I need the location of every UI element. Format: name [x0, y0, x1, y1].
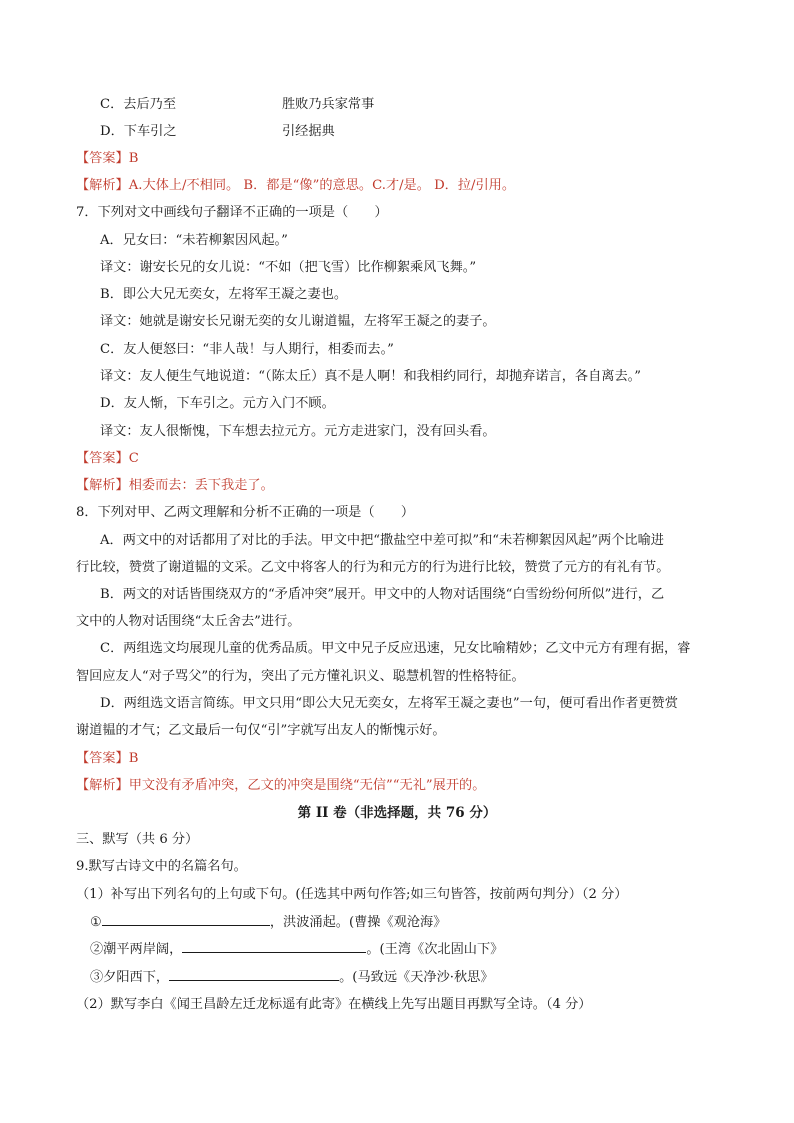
q9-line1-prefix: ①: [90, 915, 102, 930]
q8-option-b-line1: B．两文的对话皆围绕双方的“矛盾冲突”展开。甲文中的人物对话围绕“白雪纷纷何所似”进行，乙: [100, 587, 665, 602]
q7-analysis: [76, 477, 274, 495]
q7-option-b-translation: 译文：她就是谢安长兄谢无奕的女儿谢道韫，左将军王凝之的妻子。: [100, 314, 496, 329]
q7-option-b: B．即公大兄无奕女，左将军王凝之妻也。: [100, 287, 348, 302]
q8-option-a-line1: A．两文中的对话都用了对比的手法。甲文中把“撒盐空中差可拟”和“未若柳絮因风起”两个比喻进: [100, 533, 664, 548]
q9-line3-prefix: ③夕阳西下，: [90, 970, 170, 985]
q8-option-a-line2: 行比较，赞赏了谢道韫的文采。乙文中将客人的行为和元方的行为进行比较，赞赏了元方的有礼有节。: [76, 560, 670, 575]
q7-option-c: C．友人便怒曰：“非人哉！与人期行，相委而去。”: [100, 342, 394, 357]
q9-line2-prefix: ②潮平两岸阔，: [90, 942, 183, 957]
q9-line1: [90, 913, 446, 932]
q7-stem: 7．下列对文中画线句子翻译不正确的一项是（ ）: [76, 205, 388, 220]
q6-option-d-right: 引经据典: [282, 124, 335, 139]
answer-blank-1[interactable]: [102, 913, 270, 926]
answer-tag: 【答案】: [76, 451, 129, 466]
q7-option-d-translation: 译文：友人很惭愧，下车想去拉元方。元方走进家门，没有回头看。: [100, 424, 496, 439]
q7-option-a: A．兄女曰：“未若柳絮因风起。”: [100, 233, 288, 248]
q7-option-c-translation: 译文：友人便生气地说道：“（陈太丘）真不是人啊！和我相约同行，却抛弃诺言，各自离去。”: [100, 369, 641, 384]
q8-analysis: [76, 777, 485, 795]
answer-blank-2[interactable]: [182, 940, 366, 953]
q6-analysis: [76, 177, 515, 195]
q6-option-d: [100, 123, 177, 141]
q6-option-c-right: 胜败乃兵家常事: [282, 97, 375, 112]
answer-tag: 【答案】: [76, 751, 129, 766]
q9-line3: [90, 968, 494, 987]
q6-answer: [76, 150, 138, 168]
q6-option-d-label: D．下车引之: [100, 124, 177, 139]
q8-stem: 8．下列对甲、乙两文理解和分析不正确的一项是（ ）: [76, 505, 415, 520]
q7-option-a-translation: 译文：谢安长兄的女儿说：“不如（把飞雪）比作柳絮乘风飞舞。”: [100, 260, 477, 275]
answer-tag: 【答案】: [76, 151, 129, 166]
q9-line3-suffix: 。(马致远《天净沙·秋思》: [339, 970, 494, 985]
q8-option-d-line2: 谢道韫的才气；乙文最后一句仅“引”字就写出友人的惭愧示好。: [76, 723, 446, 738]
q9-sub1: （1）补写出下列名句的上句或下句。(任选其中两句作答;如三句皆答，按前两句判分）（2 分）: [76, 887, 628, 902]
answer-value: B: [128, 751, 139, 766]
analysis-tag: 【解析】: [76, 778, 129, 793]
q6-option-c-label: C．去后乃至: [100, 97, 177, 112]
analysis-tag: 【解析】: [76, 178, 129, 193]
analysis-text: 甲文没有矛盾冲突，乙文的冲突是围绕“无信”“无礼”展开的。: [128, 778, 486, 793]
q9-sub2: （2）默写李白《闻王昌龄左迁龙标遥有此寄》在横线上先写出题目再默写全诗。（4 分）: [76, 997, 592, 1012]
q7-answer: [76, 450, 139, 468]
section3-heading: 三、默写（共 6 分）: [76, 832, 199, 847]
analysis-tag: 【解析】: [76, 478, 129, 493]
analysis-text: A.大体上/不相同。 B．都是“像”的意思。C.才/是。 D．拉/引用。: [128, 178, 516, 193]
q9-stem: 9.默写古诗文中的名篇名句。: [76, 859, 247, 874]
q8-option-c-line2: 智回应友人“对子骂父”的行为，突出了元方懂礼识义、聪慧机智的性格特征。: [76, 669, 525, 684]
q7-option-d: D．友人惭，下车引之。元方入门不顾。: [100, 396, 335, 411]
q8-option-c-line1: C．两组选文均展现儿童的优秀品质。甲文中兄子反应迅速，兄女比喻精妙；乙文中元方有理有据，睿: [100, 641, 691, 656]
part2-title: 第 II 卷（非选择题，共 76 分）: [297, 805, 497, 821]
q8-option-d-line1: D．两组选文语言简练。甲文只用“即公大兄无奕女，左将军王凝之妻也”一句，便可看出作者更赞赏: [100, 696, 678, 711]
answer-blank-3[interactable]: [169, 968, 339, 981]
analysis-text: 相委而去：丢下我走了。: [128, 478, 274, 493]
answer-value: B: [128, 151, 139, 166]
q6-option-c: [100, 96, 176, 114]
answer-value: C: [128, 451, 139, 466]
q9-line1-suffix: ，洪波涌起。(曹操《观沧海》: [269, 915, 447, 930]
q9-line2-suffix: 。(王湾《次北固山下》: [366, 942, 504, 957]
q9-line2: [90, 940, 503, 959]
q8-answer: [76, 750, 138, 768]
q8-option-b-line2: 文中的人物对话围绕“太丘舍去”进行。: [76, 614, 301, 629]
